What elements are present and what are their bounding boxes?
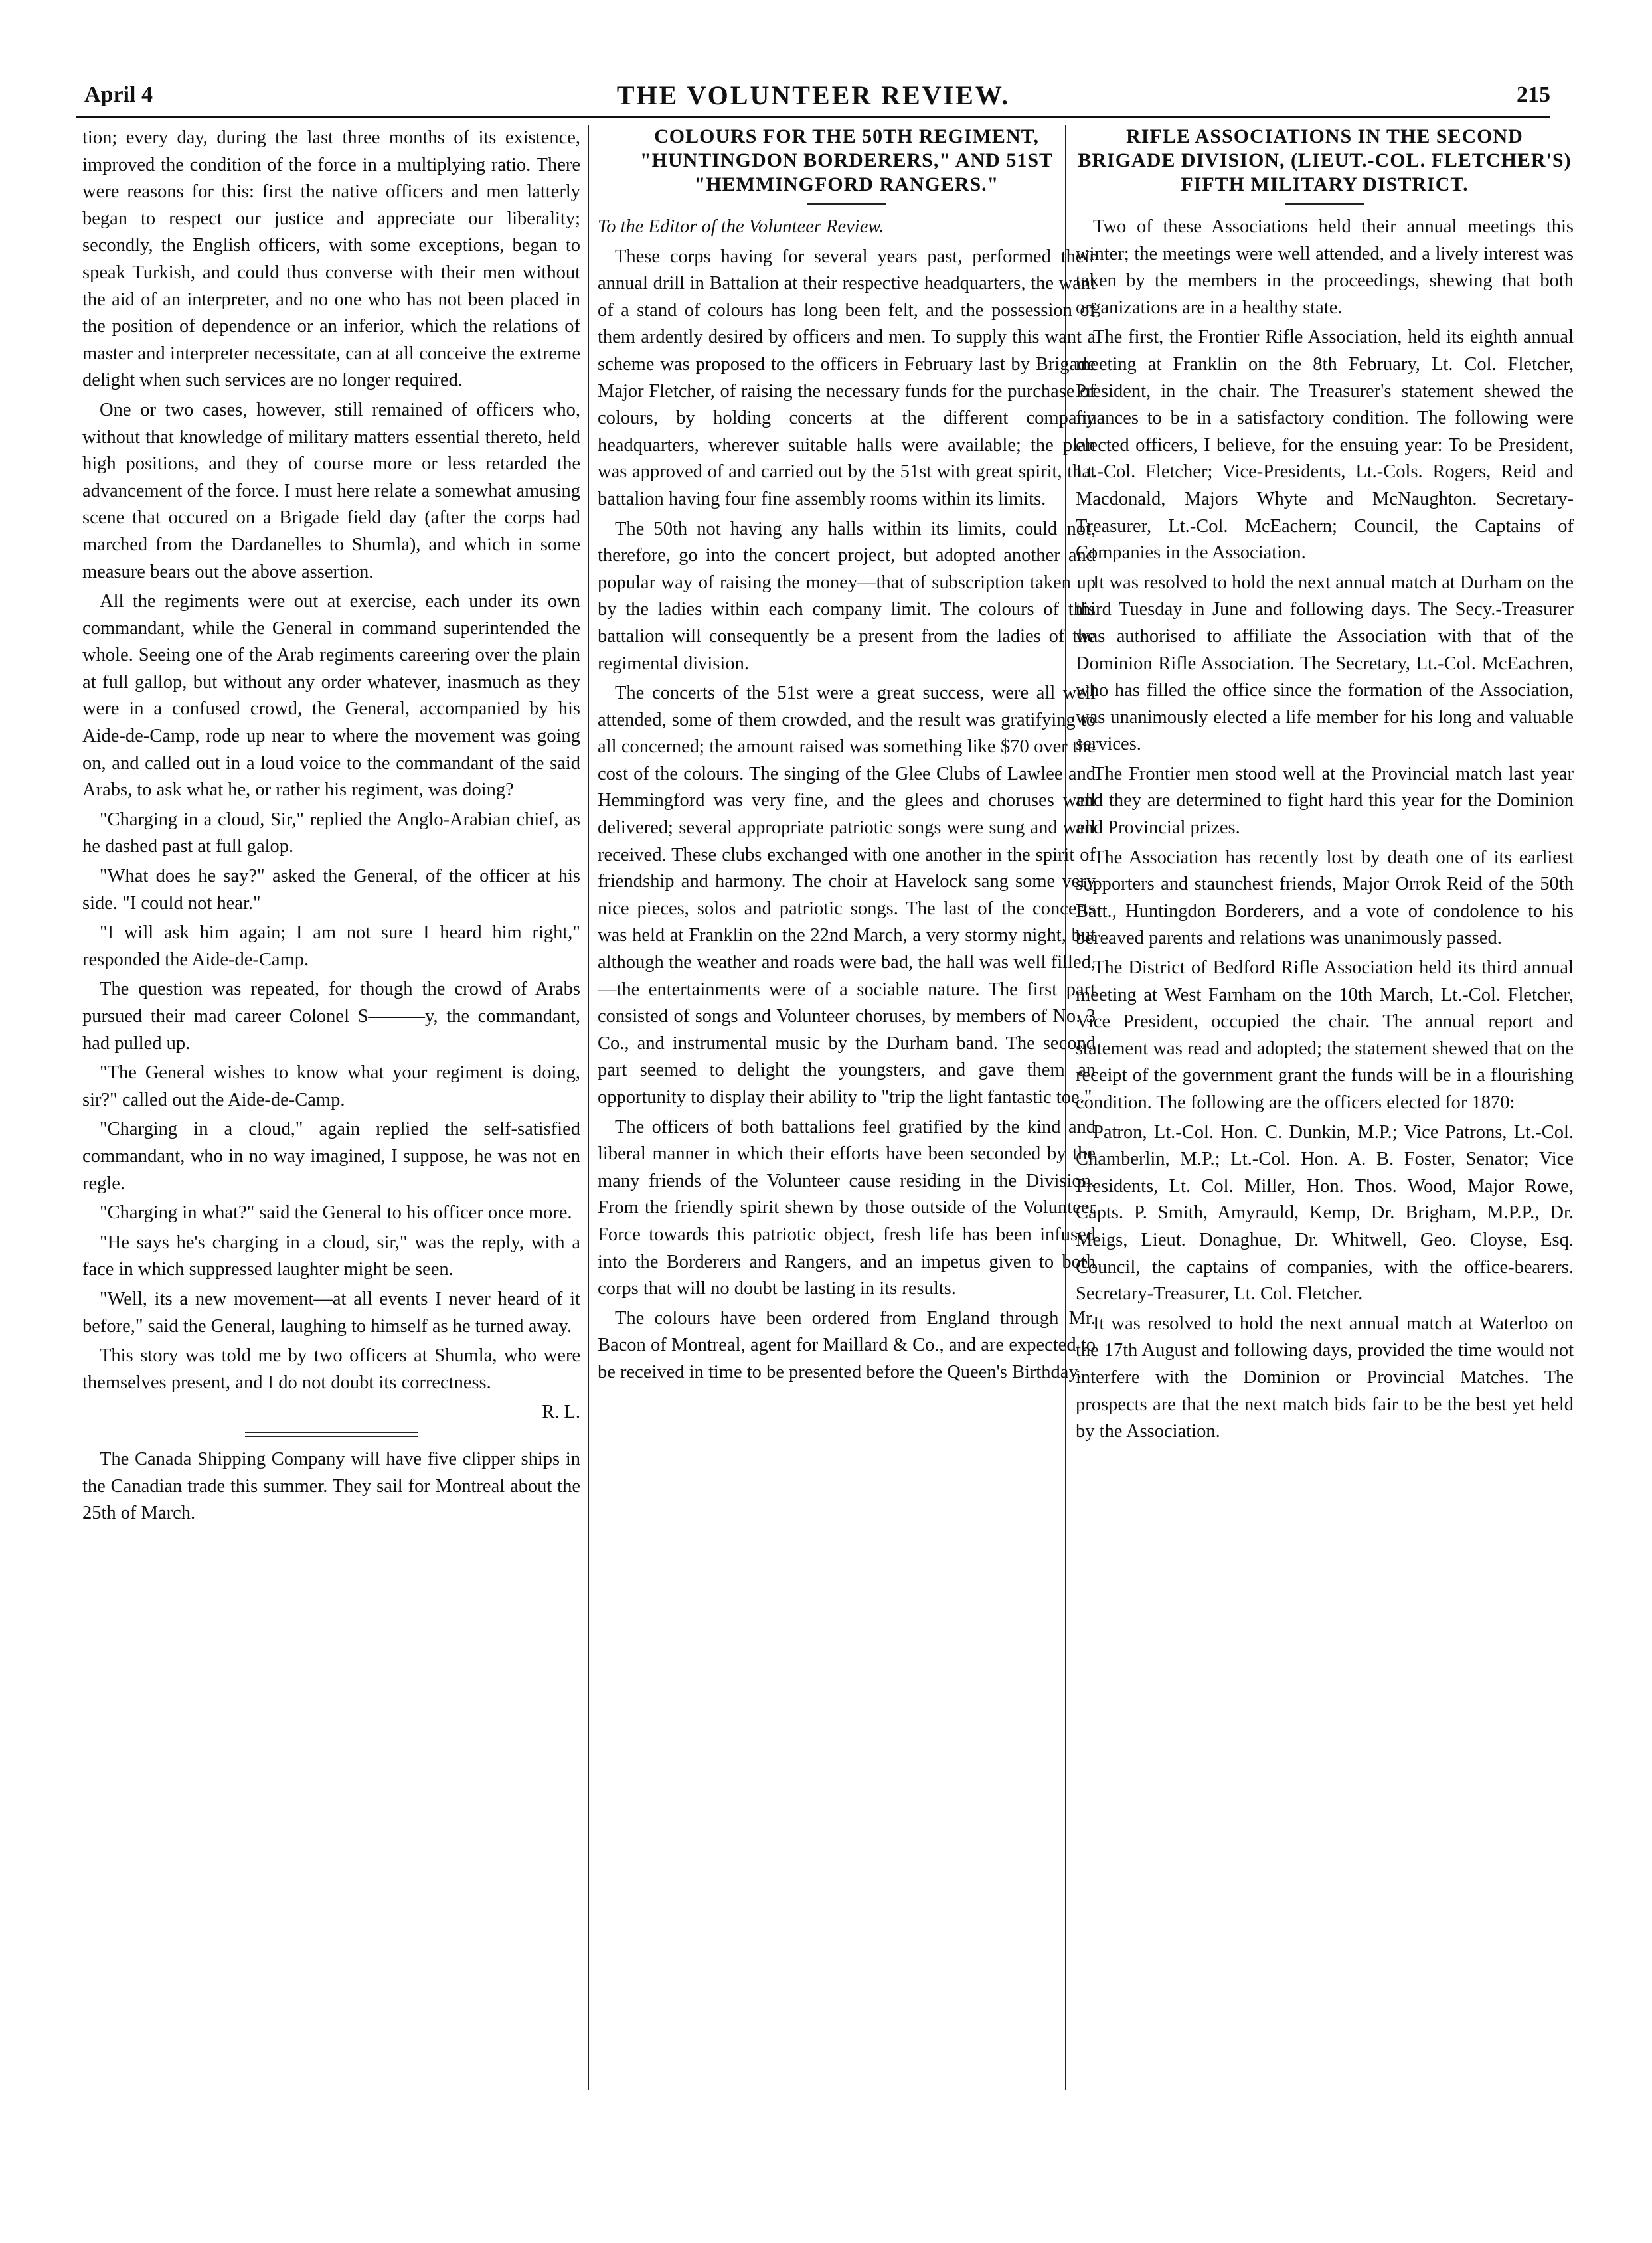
paragraph: "Charging in a cloud," again replied the self-satisfied commandant, who in no way imagined, I suppose, he was not en regle. [82, 1119, 580, 1194]
headline-rule [807, 203, 886, 205]
author-signature: R. L. [542, 1402, 580, 1423]
column-left [82, 125, 580, 1530]
paragraph: The 50th not having any halls within its limits, could not, therefore, go into the concert project, but adopted another and popular way of raising the money—that of subscription taken up by the ladies within each company limit. The colours of this battalion will consequently be a present from the ladies of the regimental division. [598, 518, 1096, 674]
paragraph: The colours have been ordered from England through Mr. Bacon of Montreal, agent for Maillard & Co., and are expected to be received in time to be presented before the Queen's Birthday. [598, 1307, 1096, 1382]
section-divider [245, 1432, 418, 1437]
page-header [76, 78, 1550, 118]
paragraph: "Well, its a new movement—at all events I never heard of it before," said the General, laughing to himself as he turned away. [82, 1288, 580, 1337]
page-number: 215 [1517, 82, 1550, 107]
paragraph: Two of these Associations held their annual meetings this winter; the meetings were well attended, and a lively interest was taken by the members in the proceedings, shewing that both organizations are in a healthy state. [1076, 216, 1574, 318]
paragraph: One or two cases, however, still remained of officers who, without that knowledge of military matters essential thereto, held high positions, and they of course more or less retarded the advancement of the force. I must here relate a somewhat amusing scene that occured on a Brigade field day (after the corps had marched from the Dardanelles to Shumla), and which in some measure bears out the above assertion. [82, 399, 580, 582]
paragraph: The concerts of the 51st were a great success, were all well attended, some of them crowded, and the result was gratifying to all concerned; the amount raised was something like $70 over the cost of the colours. The singing of the Glee Clubs of Lawlee and Hemmingford was very fine, and the glees and choruses well delivered; several appropriate patriotic songs were sung and well received. These clubs exchanged with one another in the spirit of friendship and harmony. The choir at Havelock sang some very nice pieces, solos and patriotic songs. The last of the concerts was held at Franklin on the 22nd March, a very stormy night, but although the weather and roads were bad, the hall was well filled,—the entertainments were of a sociable nature. The first part consisted of songs and Volunteer choruses, by members of No. 3 Co., and instrumental music by the Durham band. The second part seemed to delight the youngsters, and gave them an opportunity to display their ability to "trip the light fantastic toe." [598, 683, 1096, 1108]
article-headline: RIFLE ASSOCIATIONS IN THE SECOND BRIGADE DIVISION, (LIEUT.-COL. FLETCHER'S) FIFTH MILITARY DISTRICT. [1078, 125, 1572, 195]
paragraph: The first, the Frontier Rifle Association, held its eighth annual meeting at Franklin on the 8th February, Lt. Col. Fletcher, President, in the chair. The Treasurer's statement shewed the finances to be in a satisfactory condition. The following were elected officers, I believe, for the ensuing year: To be President, Lt.-Col. Fletcher; Vice-Presidents, Lt.-Cols. Rogers, Reid and Macdonald, Majors Whyte and McNaughton. Secretary-Treasurer, Lt.-Col. McEachern; Council, the Captains of Companies in the Association. [1076, 327, 1574, 564]
news-item: The Canada Shipping Company will have five clipper ships in the Canadian trade this summer. They sail for Montreal about the 25th of March. [82, 1448, 580, 1524]
paragraph: "Charging in what?" said the General to his officer once more. [100, 1203, 572, 1224]
paragraph: The question was repeated, for though the crowd of Arabs pursued their mad career Colonel S———y, the commandant, had pulled up. [82, 979, 580, 1054]
paragraph: It was resolved to hold the next annual match at Waterloo on the 17th August and following days, provided the time would not interfere with the Dominion or Provincial Matches. The prospects are that the next match bids fair to be the best yet held by the Association. [1076, 1313, 1574, 1442]
article-headline: COLOURS FOR THE 50TH REGIMENT, "HUNTINGDON BORDERERS," AND 51ST "HEMMINGFORD RANGERS." [639, 125, 1054, 195]
headline-rule [1285, 203, 1364, 205]
paragraph: "What does he say?" asked the General, of the officer at his side. "I could not hear." [82, 866, 580, 914]
letter-salutation: To the Editor of the Volunteer Review. [598, 216, 884, 237]
paragraph: Patron, Lt.-Col. Hon. C. Dunkin, M.P.; Vice Patrons, Lt.-Col. Chamberlin, M.P.; Lt.-Col. Hon. A. B. Foster, Senator; Vice Presidents, Lt. Col. Miller, Hon. Thos. Wood, Major Rowe, Capts. P. Smith, Amyrauld, Kemp, Dr. Brigham, M.P.P., Dr. Meigs, Lieut. Donaghue, Dr. Whitwell, Geo. Cloyse, Esq. Council, the captains of companies, with the office-bearers. Secretary-Treasurer, Lt. Col. Fletcher. [1076, 1122, 1574, 1305]
paragraph: tion; every day, during the last three months of its existence, improved the condition of the force in a multiplying ratio. There were reasons for this: first the native officers and men latterly began to respect our justice and appreciate our liberality; secondly, the English officers, with some exceptions, began to speak Turkish, and could thus converse with their men without the aid of an interpreter, and no one who has not been placed in the position of dependence or an inferior, which the relations of master and interpreter necessitate, can at all conceive the extreme delight when such services are no longer required. [82, 127, 580, 391]
column-rule [588, 125, 589, 2090]
publication-title: THE VOLUNTEER REVIEW. [616, 80, 1011, 110]
paragraph: "I will ask him again; I am not sure I heard him right," responded the Aide-de-Camp. [82, 922, 580, 970]
paragraph: These corps having for several years past, performed their annual drill in Battalion at their respective headquarters, the want of a stand of colours has long been felt, and the possession of them ardently desired by officers and men. To supply this want a scheme was proposed to the officers in February last by Brigade Major Fletcher, of raising the necessary funds for the purchase of colours, by holding concerts at the different company headquarters, wherever suitable halls were available; the plan was approved of and carried out by the 51st with great spirit, that battalion having four fine assembly rooms within its limits. [598, 246, 1096, 509]
paragraph: The officers of both battalions feel gratified by the kind and liberal manner in which their efforts have been seconded by the many friends of the Volunteer cause residing in the Division. From the friendly spirit shewn by those outside of the Volunteer Force towards this patriotic object, fresh life has been infused into the Borderers and Rangers, and an impetus given to both corps that will no doubt be lasting in its results. [598, 1116, 1096, 1299]
issue-date: April 4 [84, 82, 153, 107]
paragraph: "He says he's charging in a cloud, sir," was the reply, with a face in which suppressed laughter might be seen. [82, 1232, 580, 1280]
column-right [1076, 125, 1574, 1448]
paragraph: It was resolved to hold the next annual match at Durham on the third Tuesday in June and following days. The Secy.-Treasurer was authorised to affiliate the Association with that of the Dominion Rifle Association. The Secretary, Lt.-Col. McEachren, who has filled the office since the formation of the Association, was unanimously elected a life member for his long and valuable services. [1076, 572, 1574, 755]
paragraph: The Association has recently lost by death one of its earliest supporters and staunchest friends, Major Orrok Reid of the 50th Batt., Huntingdon Borderers, and a vote of condolence to his bereaved parents and relations was unanimously passed. [1076, 847, 1574, 949]
paragraph: "Charging in a cloud, Sir," replied the Anglo-Arabian chief, as he dashed past at full galop. [82, 809, 580, 857]
paragraph: "The General wishes to know what your regiment is doing, sir?" called out the Aide-de-Camp. [82, 1062, 580, 1110]
column-middle [598, 125, 1096, 1389]
paragraph: All the regiments were out at exercise, each under its own commandant, while the General in command superintended the whole. Seeing one of the Arab regiments careering over the plain at full gallop, but without any order whatever, inasmuch as they were in a confused crowd, the General, accompanied by his Aide-de-Camp, rode up near to where the movement was going on, and called out in a loud voice to the commandant of the said Arabs, to ask what he, or rather his regiment, was doing? [82, 591, 580, 801]
paragraph: The Frontier men stood well at the Provincial match last year and they are determined to fight hard this year for the Dominion and Provincial prizes. [1076, 763, 1574, 839]
paragraph: The District of Bedford Rifle Association held its third annual meeting at West Farnham on the 10th March, Lt.-Col. Fletcher, Vice President, occupied the chair. The annual report and statement was read and adopted; the statement shewed that on the receipt of the government grant the funds will be in a flourishing condition. The following are the officers elected for 1870: [1076, 957, 1574, 1113]
paragraph: This story was told me by two officers at Shumla, who were themselves present, and I do not doubt its correctness. [82, 1345, 580, 1393]
